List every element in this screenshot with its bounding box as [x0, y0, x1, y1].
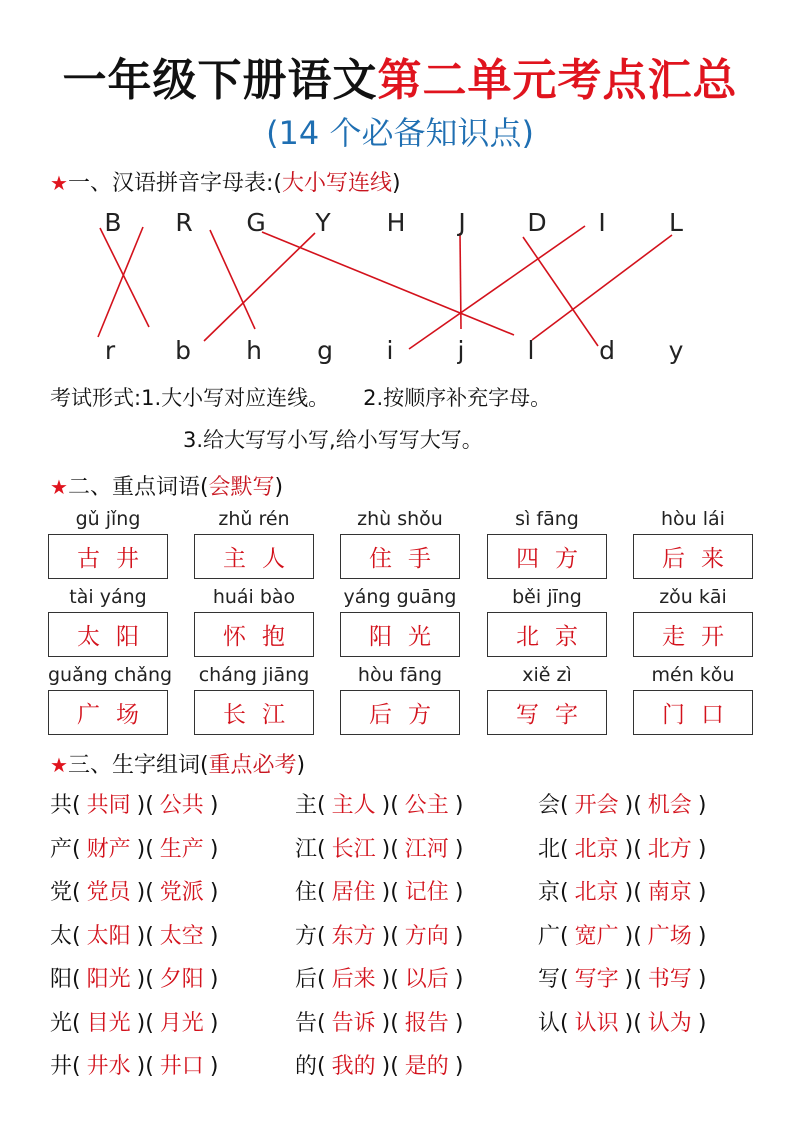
paren: ( [317, 836, 326, 862]
base-character: 产 [50, 836, 73, 862]
paren: ) [697, 793, 707, 818]
paren: ) [209, 1010, 219, 1036]
word-pinyin: yáng guāng [343, 586, 457, 608]
paren: ) [697, 967, 707, 992]
paren: ) [697, 836, 707, 862]
paren: ) [209, 836, 219, 862]
word-answer-1: 认识 [574, 1010, 619, 1036]
word-hanzi-box: 四方 [487, 534, 607, 579]
char-group-row [295, 788, 463, 819]
word-answer-2: 以后 [404, 967, 449, 992]
word-answer-1: 告诉 [331, 1010, 376, 1036]
paren: ( [317, 1010, 326, 1036]
char-group-row [538, 875, 706, 906]
paren: )( [624, 967, 642, 992]
word-pinyin: zhù shǒu [357, 508, 443, 530]
word-card [633, 506, 753, 579]
word-answer-2: 北方 [647, 836, 692, 862]
word-hanzi-box: 怀抱 [194, 612, 314, 657]
word-answer-2: 方向 [404, 923, 449, 949]
paren: ( [560, 923, 569, 949]
connection-line-J-j [460, 233, 461, 329]
char-group-row [50, 1049, 218, 1080]
word-hanzi-box: 太阳 [48, 612, 168, 657]
word-answer-1: 宽广 [574, 923, 619, 949]
word-answer-1: 目光 [86, 1010, 131, 1036]
char-group-row [295, 962, 463, 993]
word-hanzi-box: 广场 [48, 690, 168, 735]
word-answer-2: 太空 [159, 923, 204, 949]
base-character: 党 [50, 880, 73, 905]
uppercase-letter: D [527, 208, 547, 237]
paren: ( [72, 836, 81, 862]
section-1-title: 一、汉语拼音字母表:( [67, 171, 282, 196]
word-answer-2: 井口 [159, 1054, 204, 1079]
word-answer-2: 机会 [647, 793, 692, 818]
word-card [48, 662, 173, 735]
uppercase-letter: G [246, 208, 266, 237]
paren: ) [454, 923, 464, 949]
word-pinyin: gǔ jǐng [75, 508, 141, 530]
word-card [194, 584, 314, 657]
section-3-close: ) [296, 753, 306, 778]
word-card [48, 584, 168, 657]
title-unit: 第二单元考点汇总 [377, 55, 738, 106]
paren: )( [381, 923, 399, 949]
paren: ) [697, 923, 707, 949]
paren: )( [381, 880, 399, 905]
section-3-heading [50, 748, 305, 779]
paren: ( [317, 1054, 326, 1079]
paren: ( [72, 1054, 81, 1079]
base-character: 会 [538, 793, 561, 818]
char-group-row [295, 875, 463, 906]
word-answer-2: 党派 [159, 880, 204, 905]
paren: )( [381, 1054, 399, 1079]
paren: )( [624, 1010, 642, 1036]
word-pinyin: sì fāng [515, 508, 579, 530]
base-character: 光 [50, 1010, 73, 1036]
paren: )( [136, 923, 154, 949]
word-hanzi-box: 门口 [633, 690, 753, 735]
char-group-row [295, 1049, 463, 1080]
section-3-highlight: 重点必考 [208, 753, 297, 778]
base-character: 北 [538, 836, 561, 862]
word-pinyin: tài yáng [69, 586, 147, 608]
word-answer-2: 生产 [159, 836, 204, 862]
word-card [340, 662, 460, 735]
section-2-heading [50, 470, 283, 501]
word-answer-1: 井水 [86, 1054, 131, 1079]
word-answer-2: 月光 [159, 1010, 204, 1036]
paren: ) [697, 880, 707, 905]
paren: )( [136, 793, 154, 818]
word-pinyin: cháng jiāng [198, 664, 310, 686]
word-card [48, 506, 168, 579]
lowercase-letter: b [175, 336, 191, 365]
word-card [194, 662, 314, 735]
paren: )( [136, 1054, 154, 1079]
word-answer-1: 写字 [574, 967, 619, 992]
word-answer-2: 报告 [404, 1010, 449, 1036]
paren: ( [72, 793, 81, 818]
paren: ) [454, 1054, 464, 1079]
paren: )( [381, 793, 399, 818]
word-pinyin: zhǔ rén [218, 508, 290, 530]
word-answer-1: 居住 [331, 880, 376, 905]
exam-label: 考试形式: [50, 386, 142, 410]
exam-item-2: 2.按顺序补充字母。 [363, 386, 552, 410]
section-1-highlight: 大小写连线 [281, 171, 392, 196]
char-group-row [295, 919, 463, 950]
section-1-close: ) [391, 171, 401, 196]
paren: ) [697, 1010, 707, 1036]
word-card [633, 584, 753, 657]
lowercase-letter: j [457, 336, 465, 365]
word-answer-1: 我的 [331, 1054, 376, 1079]
word-answer-1: 长江 [331, 836, 376, 862]
uppercase-letter: R [175, 208, 193, 237]
word-answer-1: 主人 [331, 793, 376, 818]
base-character: 共 [50, 793, 73, 818]
exam-format-line-1 [50, 382, 551, 412]
star-icon: ★ [50, 475, 68, 499]
connection-line-L-l [532, 235, 672, 340]
paren: ( [317, 967, 326, 992]
char-group-row [538, 919, 706, 950]
paren: ) [209, 923, 219, 949]
word-answer-1: 北京 [574, 880, 619, 905]
base-character: 江 [295, 836, 318, 862]
word-pinyin: zǒu kāi [659, 586, 727, 608]
word-pinyin: mén kǒu [651, 664, 735, 686]
paren: )( [624, 793, 642, 818]
word-answer-1: 东方 [331, 923, 376, 949]
word-hanzi-box: 走开 [633, 612, 753, 657]
paren: ) [454, 967, 464, 992]
exam-item-1: 1.大小写对应连线。 [141, 386, 330, 410]
star-icon: ★ [50, 171, 68, 195]
lowercase-letter: h [246, 336, 262, 365]
char-group-row [50, 962, 218, 993]
lowercase-letter: l [527, 336, 535, 365]
paren: ( [560, 880, 569, 905]
base-character: 认 [538, 1010, 561, 1036]
word-card [633, 662, 753, 735]
paren: ) [209, 1054, 219, 1079]
word-pinyin: huái bào [212, 586, 296, 608]
paren: ( [72, 923, 81, 949]
paren: )( [136, 967, 154, 992]
paren: ( [560, 1010, 569, 1036]
base-character: 主 [295, 793, 318, 818]
paren: ( [560, 836, 569, 862]
base-character: 住 [295, 880, 318, 905]
paren: ( [72, 967, 81, 992]
base-character: 写 [538, 967, 561, 992]
base-character: 太 [50, 923, 73, 949]
base-character: 京 [538, 880, 561, 905]
word-answer-1: 后来 [331, 967, 376, 992]
section-2-title: 二、重点词语( [67, 475, 209, 500]
paren: )( [136, 880, 154, 905]
connection-line-R-r [98, 227, 143, 337]
word-card [340, 584, 460, 657]
star-icon: ★ [50, 753, 68, 777]
uppercase-letter: L [669, 208, 683, 237]
uppercase-letter: H [386, 208, 406, 237]
word-answer-2: 南京 [647, 880, 692, 905]
paren: )( [381, 836, 399, 862]
lowercase-letter: g [317, 336, 333, 365]
lowercase-letter: r [104, 336, 116, 365]
char-group-row [295, 1006, 463, 1037]
uppercase-letter: I [598, 208, 606, 237]
paren: ( [72, 880, 81, 905]
word-answer-1: 开会 [574, 793, 619, 818]
word-pinyin: hòu fāng [357, 664, 443, 686]
word-card [487, 584, 607, 657]
word-hanzi-box: 北京 [487, 612, 607, 657]
word-answer-1: 北京 [574, 836, 619, 862]
char-group-row [538, 788, 706, 819]
word-hanzi-box: 长江 [194, 690, 314, 735]
word-hanzi-box: 主人 [194, 534, 314, 579]
char-group-row [538, 1006, 706, 1037]
word-answer-2: 公主 [404, 793, 449, 818]
word-answer-2: 认为 [647, 1010, 692, 1036]
paren: )( [624, 836, 642, 862]
paren: ) [454, 880, 464, 905]
uppercase-letter: B [104, 208, 122, 237]
paren: ) [454, 836, 464, 862]
base-character: 告 [295, 1010, 318, 1036]
char-group-row [50, 1006, 218, 1037]
lowercase-letter: d [599, 336, 615, 365]
word-pinyin: hòu lái [661, 508, 725, 530]
paren: )( [136, 836, 154, 862]
section-2-close: ) [274, 475, 284, 500]
word-answer-1: 财产 [86, 836, 131, 862]
paren: ( [317, 880, 326, 905]
word-answer-2: 记住 [404, 880, 449, 905]
char-group-row [50, 788, 218, 819]
paren: ( [560, 967, 569, 992]
exam-item-3: 3.给大写写小写,给小写写大写。 [183, 428, 483, 452]
word-answer-2: 公共 [159, 793, 204, 818]
connection-line-H-h [204, 233, 315, 341]
paren: ) [454, 1010, 464, 1036]
paren: ) [209, 880, 219, 905]
base-character: 阳 [50, 967, 73, 992]
exam-format-line-2 [183, 424, 483, 454]
char-group-row [50, 832, 218, 863]
word-hanzi-box: 后方 [340, 690, 460, 735]
title-grade: 一年级下册语文 [62, 55, 378, 106]
word-answer-2: 广场 [647, 923, 692, 949]
word-answer-1: 太阳 [86, 923, 131, 949]
word-pinyin: guǎng chǎng [48, 664, 173, 686]
word-pinyin: běi jīng [512, 586, 582, 608]
word-answer-2: 是的 [404, 1054, 449, 1079]
word-hanzi-box: 古井 [48, 534, 168, 579]
word-answer-1: 党员 [86, 880, 131, 905]
paren: ( [72, 1010, 81, 1036]
paren: )( [381, 967, 399, 992]
connection-line-D-d [523, 237, 598, 346]
word-hanzi-box: 后来 [633, 534, 753, 579]
base-character: 方 [295, 923, 318, 949]
paren: )( [624, 923, 642, 949]
paren: ) [454, 793, 464, 818]
paren: )( [624, 880, 642, 905]
char-group-row [538, 832, 706, 863]
lowercase-letter: y [668, 336, 684, 365]
word-card [487, 506, 607, 579]
word-hanzi-box: 住手 [340, 534, 460, 579]
word-card [487, 662, 607, 735]
uppercase-letter: J [458, 208, 466, 237]
word-answer-1: 共同 [86, 793, 131, 818]
paren: ( [317, 793, 326, 818]
section-3-title: 三、生字组词( [67, 753, 209, 778]
page-subtitle: (14 个必备知识点) [266, 114, 534, 152]
paren: ( [317, 923, 326, 949]
char-group-row [50, 919, 218, 950]
char-group-row [50, 875, 218, 906]
word-answer-2: 夕阳 [159, 967, 204, 992]
word-card [194, 506, 314, 579]
paren: ( [560, 793, 569, 818]
word-answer-2: 江河 [404, 836, 449, 862]
paren: ) [209, 793, 219, 818]
section-2-highlight: 会默写 [208, 475, 275, 500]
paren: )( [381, 1010, 399, 1036]
base-character: 广 [538, 923, 561, 949]
base-character: 的 [295, 1054, 318, 1079]
word-hanzi-box: 写字 [487, 690, 607, 735]
lowercase-letter: i [386, 336, 394, 365]
char-group-row [295, 832, 463, 863]
base-character: 后 [295, 967, 318, 992]
base-character: 井 [50, 1054, 73, 1079]
paren: )( [136, 1010, 154, 1036]
word-hanzi-box: 阳光 [340, 612, 460, 657]
uppercase-letter: Y [315, 208, 331, 237]
word-answer-2: 书写 [647, 967, 692, 992]
word-card [340, 506, 460, 579]
char-group-row [538, 962, 706, 993]
word-answer-1: 阳光 [86, 967, 131, 992]
paren: ) [209, 967, 219, 992]
word-pinyin: xiě zì [522, 664, 572, 686]
